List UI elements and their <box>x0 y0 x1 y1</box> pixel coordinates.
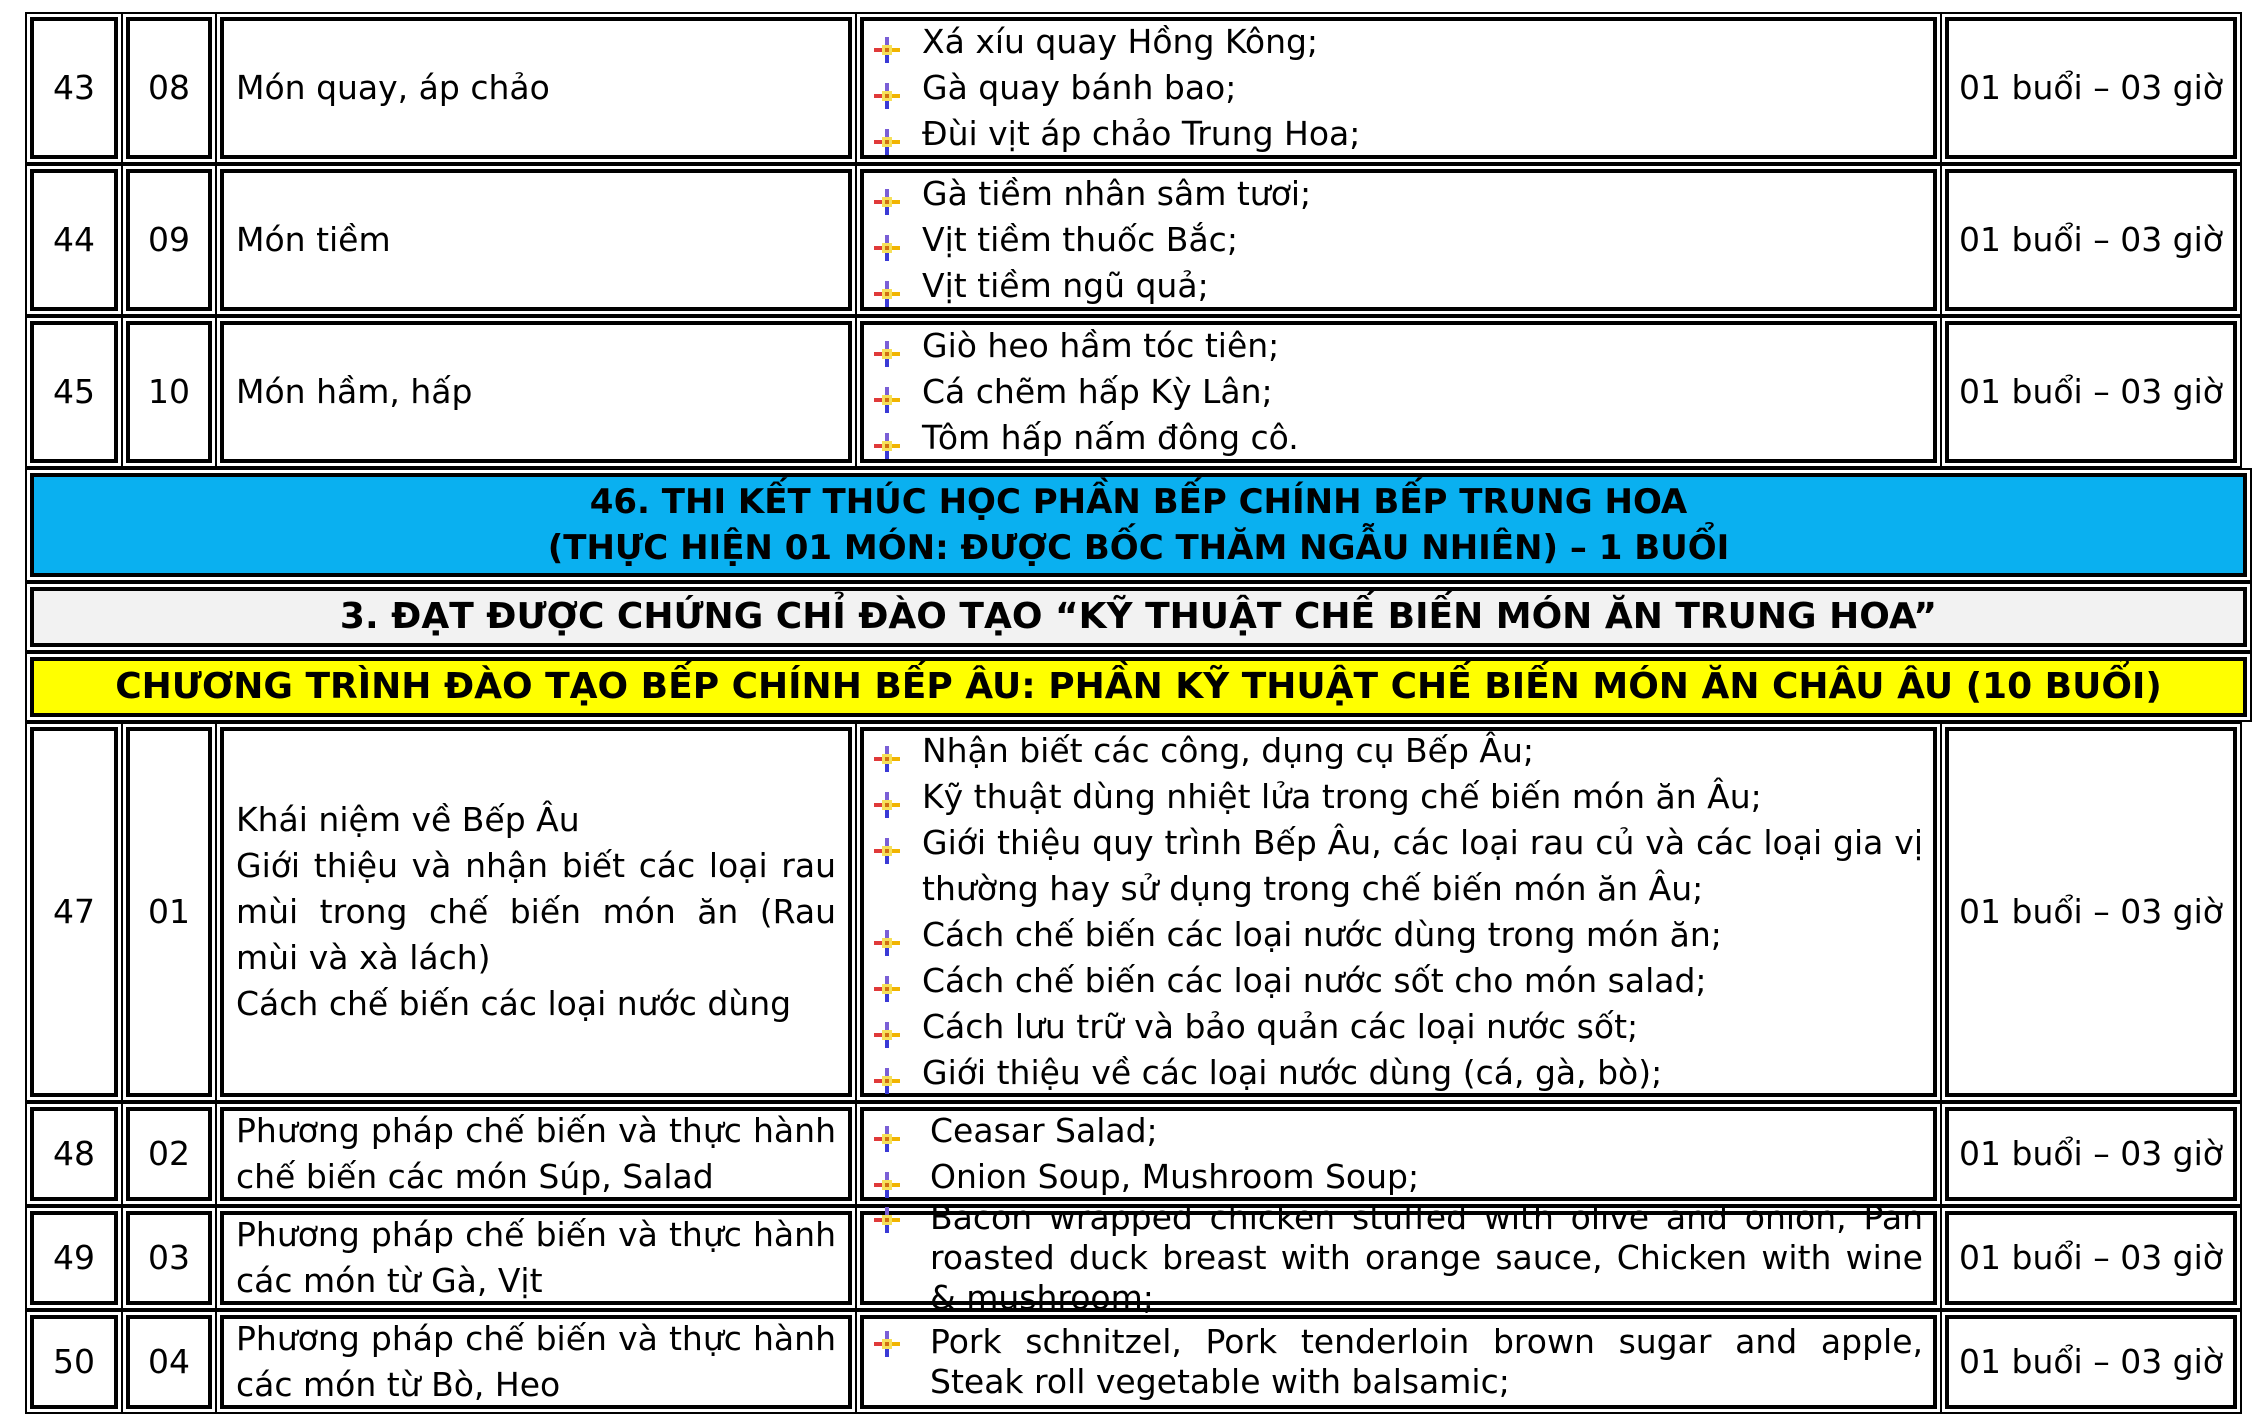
list-item <box>870 171 1923 217</box>
bullet-icon <box>874 333 900 359</box>
lesson-content <box>860 727 1937 1097</box>
list-item <box>870 1198 1923 1318</box>
bullet-icon <box>874 784 900 810</box>
exam-banner-line: 46. THI KẾT THÚC HỌC PHẦN BẾP CHÍNH BẾP TRUNG HOA <box>589 482 1688 522</box>
list-item <box>870 19 1923 65</box>
lesson-number: 08 <box>126 17 212 159</box>
lesson-content <box>860 1198 1937 1317</box>
lesson-number: 03 <box>126 1211 212 1305</box>
list-item-text: Cách chế biến các loại nước dùng trong món ăn; <box>922 915 1722 954</box>
bullet-icon <box>874 922 900 948</box>
content-list <box>870 171 1923 309</box>
lesson-number: 09 <box>126 169 212 311</box>
lesson-number: 01 <box>126 727 212 1097</box>
list-item-text: Bacon wrapped chicken stuffed with olive and onion, Pan roasted duck breast with orange sauce, Chicken with wine & mushroom; <box>930 1198 1923 1317</box>
bullet-icon <box>874 1202 900 1228</box>
lesson-title-line: Phương pháp chế biến và thực hành chế biến các món Súp, Salad <box>236 1111 836 1196</box>
list-item-text: Pork schnitzel, Pork tenderloin brown sugar and apple, Steak roll vegetable with balsamic; <box>930 1322 1923 1401</box>
table-row <box>26 468 2251 582</box>
bullet-icon <box>874 1164 900 1190</box>
lesson-number: 10 <box>126 321 212 463</box>
table-row <box>26 164 2251 316</box>
list-item-text: Giò heo hầm tóc tiên; <box>922 326 1280 365</box>
table-row <box>26 316 2251 468</box>
list-item <box>870 369 1923 415</box>
list-item-text: Vịt tiềm ngũ quả; <box>922 266 1209 305</box>
lesson-number: 04 <box>126 1315 212 1409</box>
lesson-title-line: Món hầm, hấp <box>236 372 473 411</box>
list-item-text: Cá chẽm hấp Kỳ Lân; <box>922 372 1273 411</box>
lesson-title <box>220 1315 852 1409</box>
list-item <box>870 263 1923 309</box>
course-table <box>26 12 2251 1414</box>
list-item <box>870 912 1923 958</box>
bullet-icon <box>874 1326 900 1352</box>
bullet-icon <box>874 29 900 55</box>
lesson-title <box>220 169 852 311</box>
duration: 01 buổi – 03 giờ <box>1945 1107 2237 1201</box>
list-item <box>870 323 1923 369</box>
table-row <box>26 1310 2251 1414</box>
content-list <box>870 728 1923 1096</box>
lesson-title <box>220 321 852 463</box>
list-item <box>870 958 1923 1004</box>
bullet-icon <box>874 738 900 764</box>
bullet-icon <box>874 379 900 405</box>
list-item <box>870 1050 1923 1096</box>
lesson-title-line: Khái niệm về Bếp Âu <box>236 800 580 839</box>
row-number: 50 <box>30 1315 118 1409</box>
certificate-banner: 3. ĐẠT ĐƯỢC CHỨNG CHỈ ĐÀO TẠO “KỸ THUẬT CHẾ BIẾN MÓN ĂN TRUNG HOA” <box>30 587 2247 647</box>
list-item <box>870 1154 1923 1200</box>
list-item <box>870 820 1923 912</box>
bullet-icon <box>874 121 900 147</box>
list-item-text: Gà tiềm nhân sâm tươi; <box>922 174 1312 213</box>
bullet-icon <box>874 227 900 253</box>
duration: 01 buổi – 03 giờ <box>1945 169 2237 311</box>
lesson-content <box>860 17 1937 159</box>
bullet-icon <box>874 1118 900 1144</box>
exam-banner-line: (THỰC HIỆN 01 MÓN: ĐƯỢC BỐC THĂM NGẪU NHIÊN) – 1 BUỔI <box>547 528 1730 568</box>
lesson-content <box>860 169 1937 311</box>
list-item-text: Xá xíu quay Hồng Kông; <box>922 22 1319 61</box>
bullet-icon <box>874 181 900 207</box>
table-row <box>26 582 2251 652</box>
row-number: 45 <box>30 321 118 463</box>
lesson-title-line: Giới thiệu và nhận biết các loại rau mùi trong chế biến món ăn (Rau mùi và xà lách) <box>236 846 836 977</box>
table-row <box>26 722 2251 1102</box>
list-item <box>870 217 1923 263</box>
table-row <box>26 1102 2251 1206</box>
bullet-icon <box>874 830 900 856</box>
lesson-content <box>860 321 1937 463</box>
program-banner: CHƯƠNG TRÌNH ĐÀO TẠO BẾP CHÍNH BẾP ÂU: PHẦN KỸ THUẬT CHẾ BIẾN MÓN ĂN CHÂU ÂU (10 BUỔI) <box>30 657 2247 717</box>
content-list <box>870 19 1923 157</box>
row-number: 48 <box>30 1107 118 1201</box>
list-item <box>870 728 1923 774</box>
lesson-title-line: Món quay, áp chảo <box>236 68 550 107</box>
list-item-text: Cách lưu trữ và bảo quản các loại nước sốt; <box>922 1007 1639 1046</box>
list-item <box>870 1004 1923 1050</box>
bullet-icon <box>874 75 900 101</box>
list-item-text: Giới thiệu về các loại nước dùng (cá, gà, bò); <box>922 1053 1663 1092</box>
lesson-number: 02 <box>126 1107 212 1201</box>
bullet-icon <box>874 1014 900 1040</box>
list-item-text: Kỹ thuật dùng nhiệt lửa trong chế biến món ăn Âu; <box>922 777 1762 816</box>
lesson-content <box>860 1107 1937 1201</box>
list-item-text: Ceasar Salad; <box>930 1111 1158 1150</box>
duration: 01 buổi – 03 giờ <box>1945 727 2237 1097</box>
lesson-title <box>220 1211 852 1305</box>
list-item-text: Cách chế biến các loại nước sốt cho món salad; <box>922 961 1707 1000</box>
row-number: 49 <box>30 1211 118 1305</box>
table-row <box>26 1198 2251 1317</box>
list-item <box>870 774 1923 820</box>
list-item <box>870 111 1923 157</box>
lesson-title-line: Phương pháp chế biến và thực hành các món từ Gà, Vịt <box>236 1215 836 1300</box>
list-item <box>870 415 1923 461</box>
content-list <box>870 1322 1923 1402</box>
lesson-title-line: Phương pháp chế biến và thực hành các món từ Bò, Heo <box>236 1319 836 1404</box>
list-item-text: Tôm hấp nấm đông cô. <box>922 418 1299 457</box>
table-row <box>26 12 2251 164</box>
row-number: 47 <box>30 727 118 1097</box>
duration: 01 buổi – 03 giờ <box>1945 1211 2237 1305</box>
list-item-text: Gà quay bánh bao; <box>922 68 1237 107</box>
lesson-title <box>220 727 852 1097</box>
duration: 01 buổi – 03 giờ <box>1945 17 2237 159</box>
bullet-icon <box>874 1060 900 1086</box>
list-item <box>870 1108 1923 1154</box>
list-item-text: Giới thiệu quy trình Bếp Âu, các loại rau củ và các loại gia vị thường hay sử dụng trong chế biến món ăn Âu; <box>922 823 1923 908</box>
content-list <box>870 1108 1923 1200</box>
lesson-title-line: Món tiềm <box>236 220 391 259</box>
list-item-text: Đùi vịt áp chảo Trung Hoa; <box>922 114 1361 153</box>
lesson-title <box>220 1107 852 1201</box>
bullet-icon <box>874 968 900 994</box>
list-item <box>870 1322 1923 1402</box>
lesson-title <box>220 17 852 159</box>
duration: 01 buổi – 03 giờ <box>1945 321 2237 463</box>
lesson-content <box>860 1315 1937 1409</box>
duration: 01 buổi – 03 giờ <box>1945 1315 2237 1409</box>
list-item-text: Vịt tiềm thuốc Bắc; <box>922 220 1238 259</box>
content-list <box>870 323 1923 461</box>
exam-banner <box>30 473 2247 577</box>
list-item-text: Nhận biết các công, dụng cụ Bếp Âu; <box>922 731 1534 770</box>
lesson-title-line: Cách chế biến các loại nước dùng <box>236 984 792 1023</box>
table-row <box>26 652 2251 722</box>
bullet-icon <box>874 273 900 299</box>
list-item <box>870 65 1923 111</box>
row-number: 43 <box>30 17 118 159</box>
content-list <box>870 1198 1923 1318</box>
row-number: 44 <box>30 169 118 311</box>
list-item-text: Onion Soup, Mushroom Soup; <box>930 1157 1420 1196</box>
bullet-icon <box>874 425 900 451</box>
